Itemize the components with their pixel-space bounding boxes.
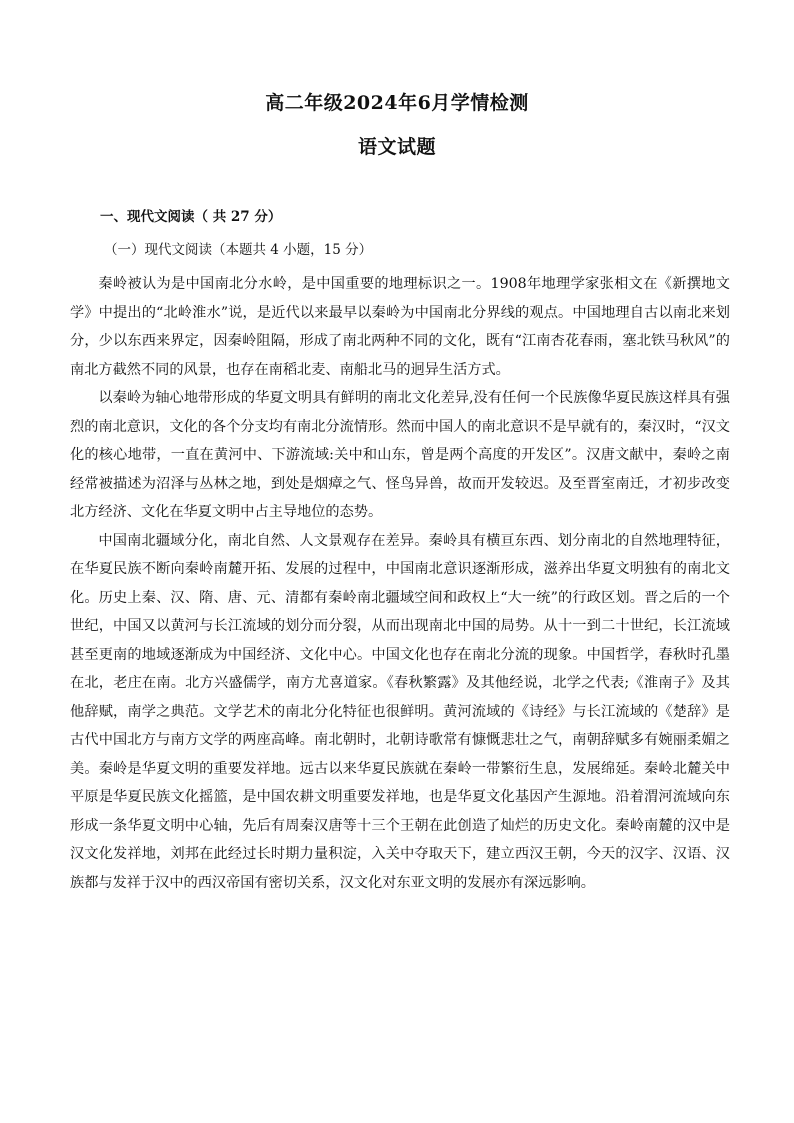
passage-paragraph-1: 秦岭被认为是中国南北分水岭，是中国重要的地理标识之一。1908年地理学家张相文在《新撰地文学》中提出的“北岭淮水”说，是近代以来最早以秦岭为中国南北分界线的观点。中国地理自古以南北来划分，少以东西来界定，因秦岭阻隔，形成了南北两种不同的文化，既有“江南杏花春雨，塞北铁马秋风”的南北方截然不同的风景，也存在南稻北麦、南船北马的迥异生活方式。 xyxy=(70,276,730,378)
reading-passage xyxy=(70,270,730,897)
passage-paragraph-3: 中国南北疆域分化，南北自然、人文景观存在差异。秦岭具有横亘东西、划分南北的自然地理特征，在华夏民族不断向秦岭南麓开拓、发展的过程中，中国南北意识逐渐形成，滋养出华夏文明独有的南北文化。历史上秦、汉、隋、唐、元、清都有秦岭南北疆域空间和政权上“大一统”的行政区划。晋之后的一个世纪，中国又以黄河与长江流域的划分而分裂，从而出现南北中国的局势。从十一到二十世纪，长江流域甚至更南的地域逐渐成为中国经济、文化中心。中国文化也存在南北分流的现象。中国哲学，春秋时孔墨在北，老庄在南。北方兴盛儒学，南方尤喜道家。《春秋繁露》及其他经说，北学之代表;《淮南子》及其他辞赋，南学之典范。文学艺术的南北分化特征也很鲜明。黄河流域的《诗经》与长江流域的《楚辞》是古代中国北方与南方文学的两座高峰。南北朝时，北朝诗歌常有慷慨悲壮之气，南朝辞赋多有婉丽柔媚之美。秦岭是华夏文明的重要发祥地。远古以来华夏民族就在秦岭一带繁衍生息，发展绵延。秦岭北麓关中平原是华夏民族文化摇篮，是中国农耕文明重要发祥地，也是华夏文化基因产生源地。沿着渭河流域向东形成一条华夏文明中心轴，先后有周秦汉唐等十三个王朝在此创造了灿烂的历史文化。秦岭南麓的汉中是汉文化发祥地，刘邦在此经过长时期力量积淀，入关中夺取天下，建立西汉王朝，今天的汉字、汉语、汉族都与发祥于汉中的西汉帝国有密切关系，汉文化对东亚文明的发展亦有深远影响。 xyxy=(70,532,730,891)
subsection-heading: （一）现代文阅读（本题共 4 小题，15 分） xyxy=(104,242,373,258)
exam-subtitle: 语文试题 xyxy=(357,136,436,158)
passage-paragraph-2: 以秦岭为轴心地带形成的华夏文明具有鲜明的南北文化差异,没有任何一个民族像华夏民族这样具有强烈的南北意识，文化的各个分支均有南北分流情形。然而中国人的南北意识不是早就有的，秦汉时，“汉文化的核心地带，一直在黄河中、下游流域:关中和山东，曾是两个高度的开发区”。汉唐文献中，秦岭之南经常被描述为沼泽与丛林之地，到处是烟瘴之气、怪鸟异兽，故而开发较迟。及至晋室南迁，才初步改变北方经济、文化在华夏文明中占主导地位的态势。 xyxy=(70,390,730,520)
exam-title: 高二年级2024年6月学情检测 xyxy=(265,92,529,114)
section-heading: 一、现代文阅读（ 共 27 分） xyxy=(100,209,282,225)
